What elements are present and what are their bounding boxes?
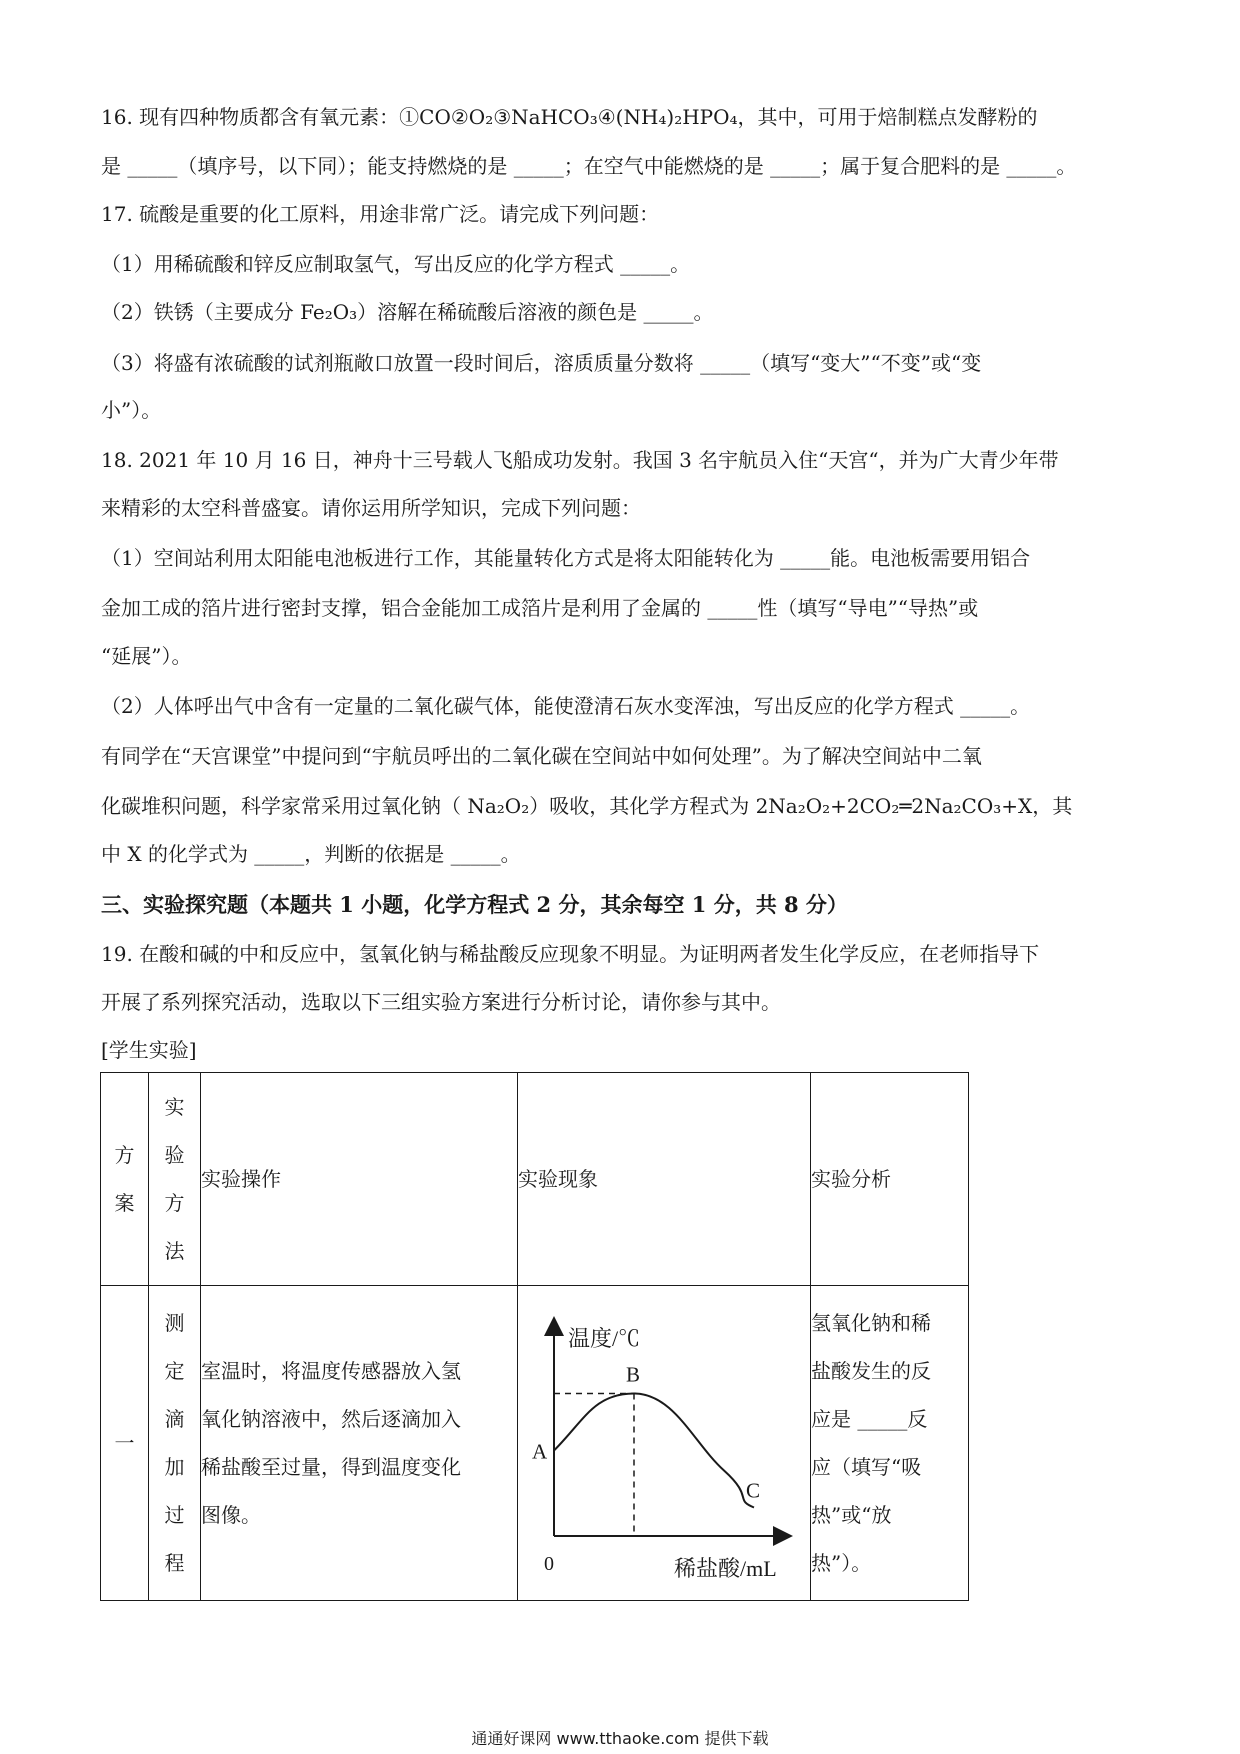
header-phenomenon: 实验现象 (518, 1073, 811, 1286)
row1-operation-line-4: 图像。 (201, 1503, 261, 1527)
row1-method (149, 1286, 201, 1601)
row1-method-char-1: 测 (164, 1311, 185, 1335)
point-label-a: A (532, 1439, 548, 1464)
q18-line3: （1）空间站利用太阳能电池板进行工作，其能量转化方式是将太阳能转化为 _____能。电池板需要用铝合 (101, 546, 1031, 570)
table-header-row (101, 1073, 969, 1286)
q18-line8: 化碳堆积问题，科学家常采用过氧化钠（ Na₂O₂）吸收，其化学方程式为 2Na₂O₂+2CO₂═2Na₂CO₃+X，其 (101, 794, 1073, 818)
q16-line2: 是 _____（填序号，以下同）；能支持燃烧的是 _____；在空气中能燃烧的是 _____；属于复合肥料的是 _____。 (101, 154, 1077, 178)
row1-method-char-6: 程 (164, 1551, 185, 1575)
header-plan (101, 1073, 149, 1286)
q17-line2: （1）用稀硫酸和锌反应制取氢气，写出反应的化学方程式 _____。 (101, 252, 691, 276)
row1-analysis-line-4: 应（填写“吸 (811, 1455, 922, 1479)
row1-operation-line-3: 稀盐酸至过量，得到温度变化 (201, 1455, 461, 1479)
header-plan-char-2: 案 (114, 1191, 135, 1215)
page-footer: 通通好课网 www.tthaoke.com 提供下载 (471, 1729, 769, 1748)
experiment-table (100, 1072, 969, 1601)
q18-line2: 来精彩的太空科普盛宴。请你运用所学知识，完成下列问题： (101, 496, 641, 520)
q18-line9: 中 X 的化学式为 _____，判断的依据是 _____。 (101, 842, 521, 866)
point-label-c: C (746, 1478, 761, 1503)
x-axis-label: 稀盐酸/mL (674, 1556, 777, 1581)
row1-analysis-line-6: 热”）。 (811, 1551, 872, 1575)
header-operation: 实验操作 (201, 1073, 518, 1286)
y-axis-label: 温度/℃ (568, 1326, 641, 1351)
row1-plan: 一 (101, 1286, 149, 1601)
row1-analysis-line-5: 热”或“放 (811, 1503, 892, 1527)
header-method-char-1: 实 (164, 1095, 185, 1119)
row1-method-char-5: 过 (164, 1503, 185, 1527)
q18-line6: （2）人体呼出气中含有一定量的二氧化碳气体，能使澄清石灰水变浑浊，写出反应的化学方程式 _____。 (101, 694, 1031, 718)
q17-line4: （3）将盛有浓硫酸的试剂瓶敞口放置一段时间后，溶质质量分数将 _____（填写“变大”“不变”或“变 (101, 351, 982, 375)
header-method-char-3: 方 (164, 1191, 185, 1215)
q18-line7: 有同学在“天宫课堂”中提问到“宇航员呼出的二氧化碳在空间站中如何处理”。为了解决空间站中二氧 (101, 744, 982, 768)
q17-line1: 17. 硫酸是重要的化工原料，用途非常广泛。请完成下列问题： (101, 202, 660, 226)
q17-line3: （2）铁锈（主要成分 Fe₂O₃）溶解在稀硫酸后溶液的颜色是 _____。 (101, 300, 714, 324)
point-label-b: B (626, 1362, 641, 1387)
row1-method-char-2: 定 (164, 1359, 185, 1383)
q17-line5: 小”）。 (101, 398, 162, 422)
q19-label: [学生实验] (101, 1038, 197, 1062)
header-analysis: 实验分析 (811, 1073, 969, 1286)
header-method-char-2: 验 (164, 1143, 185, 1167)
origin-label: 0 (544, 1553, 554, 1575)
header-plan-char-1: 方 (114, 1143, 135, 1167)
row1-operation (201, 1286, 518, 1601)
row1-method-char-3: 滴 (164, 1407, 185, 1431)
q19-line1: 19. 在酸和碱的中和反应中，氢氧化钠与稀盐酸反应现象不明显。为证明两者发生化学反应，在老师指导下 (101, 942, 1040, 966)
row1-phenomenon-chart (518, 1286, 811, 1601)
header-method (149, 1073, 201, 1286)
header-method-char-4: 法 (164, 1239, 185, 1263)
row1-analysis (811, 1286, 969, 1601)
section3-title: 三、实验探究题（本题共 1 小题，化学方程式 2 分，其余每空 1 分，共 8 分） (101, 892, 848, 917)
row1-operation-line-2: 氧化钠溶液中，然后逐滴加入 (201, 1407, 461, 1431)
row1-analysis-line-1: 氢氧化钠和稀 (811, 1311, 931, 1335)
table-row (101, 1286, 969, 1601)
q18-line5: “延展”）。 (101, 644, 192, 668)
row1-method-char-4: 加 (164, 1455, 185, 1479)
q19-line2: 开展了系列探究活动，选取以下三组实验方案进行分析讨论，请你参与其中。 (101, 990, 781, 1014)
row1-analysis-line-3: 应是 _____反 (811, 1407, 928, 1431)
temperature-chart (518, 1288, 808, 1598)
q18-line4: 金加工成的箔片进行密封支撑，铝合金能加工成箔片是利用了金属的 _____性（填写“导电”“导热”或 (101, 596, 979, 620)
q18-line1: 18. 2021 年 10 月 16 日，神舟十三号载人飞船成功发射。我国 3 名宇航员入住“天宫“，并为广大青少年带 (101, 448, 1059, 472)
row1-analysis-line-2: 盐酸发生的反 (811, 1359, 931, 1383)
q16-line1: 16. 现有四种物质都含有氧元素：①CO②O₂③NaHCO₃④(NH₄)₂HPO₄，其中，可用于焙制糕点发酵粉的 (101, 105, 1038, 129)
row1-operation-line-1: 室温时，将温度传感器放入氢 (201, 1359, 461, 1383)
temperature-curve (554, 1394, 754, 1508)
